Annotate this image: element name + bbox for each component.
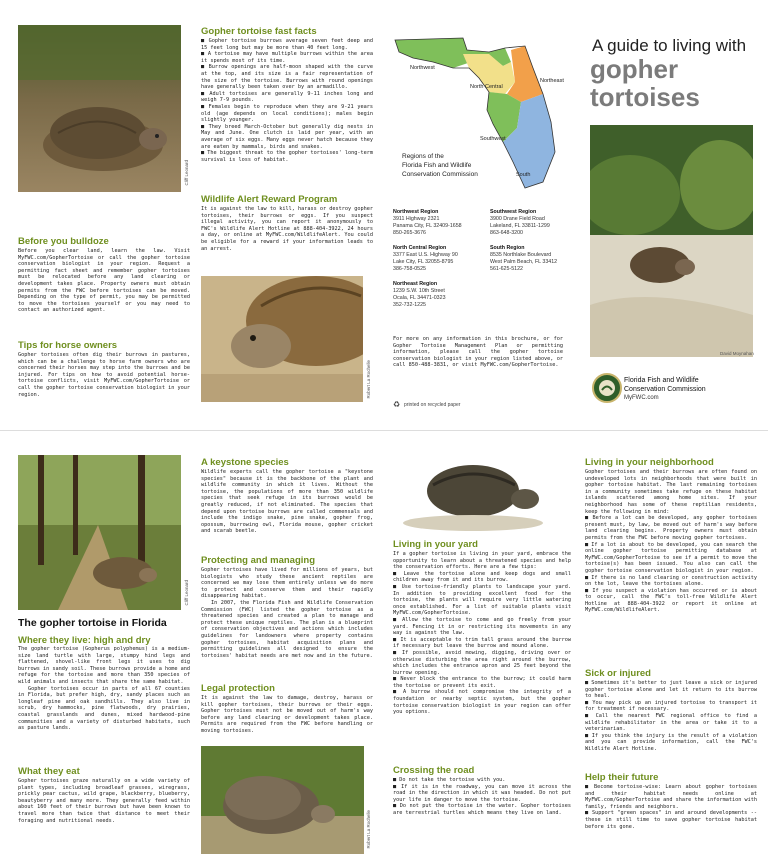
fwc-logo <box>592 373 622 403</box>
address-line: 8535 Northlake Boulevard <box>490 252 552 258</box>
map-label: Southwest <box>480 136 506 142</box>
list-item: ■ Allow the tortoise to come and go freely from your yard. Fencing it in or restricting its movements in any way is against the law. <box>393 616 571 637</box>
map-label: Northwest <box>410 65 435 71</box>
section-text <box>201 567 373 680</box>
region-name: North Central Region <box>393 245 447 251</box>
neighborhood-text <box>585 469 757 663</box>
list-item: ■ If there is no land clearing or construction activity on the lot, leave the tortoises alone. <box>585 574 757 588</box>
list-item: ■ Call the nearest FWC regional office to find a wildlife rehabilitator in the area or take it to a veterinarian. <box>585 712 757 733</box>
section-heading: Before you bulldoze <box>18 236 109 247</box>
tortoise-leaves-photo <box>18 25 181 192</box>
tortoise-head-photo <box>201 276 363 402</box>
cover-title <box>590 55 700 111</box>
section-heading: A keystone species <box>201 457 289 468</box>
paragraph: Gopher tortoises have lived for millions of years, but biologists who study these ancient reptiles are concerned we may lose them entirely unless we do more to protect and conserve them and their rapidly disappearing habitat. <box>201 567 373 600</box>
region-address <box>393 281 446 309</box>
list-item: ■ Use tortoise-friendly plants to landscape your yard. In addition to providing excellent food for the tortoise, the plants will require very little watering once established. For a list of suitable plants visit MyFWC.com/GopherTortoise. <box>393 583 571 617</box>
list-item: ■ Gopher tortoise burrows average seven feet deep and 15 feet long but may be more than 40 feet long. <box>201 38 373 51</box>
address-line: 3900 Drane Field Road <box>490 216 545 222</box>
section-text: It is against the law to damage, destroy, harass or kill gopher tortoises, their burrows or their eggs. Gopher tortoises must not be moved out of harm's way before any land clearing or development takes place. Permits are required from the FWC before handling or moving tortoises. <box>201 695 373 734</box>
tortoise-sand-photo <box>393 455 571 535</box>
section-heading: Crossing the road <box>393 765 475 776</box>
region-address <box>393 245 458 273</box>
cover-photo <box>590 125 753 357</box>
section-heading: Legal protection <box>201 683 275 694</box>
section-heading: Help their future <box>585 772 659 783</box>
section-text: It is against the law to kill, harass or destroy gopher tortoises, their burrows or eggs. If you suspect illegal activity, you can report it anonymously to FWC's Wildlife Alert Hotline at 888-404-3922, 24 hours a day, or online at MyFWC.com/WildlifeAlert. You could be eligible for a reward if your information leads to an arrest. <box>201 206 373 252</box>
address-line: Panama City, FL 32409-1658 <box>393 223 462 229</box>
section-heading: Wildlife Alert Reward Program <box>201 194 338 205</box>
address-line: Ocala, FL 34471-0323 <box>393 295 446 301</box>
list-item: ■ If you think the injury is the result of a violation and you can provide information, call the FWC's Wildlife Alert Hotline. <box>585 732 757 752</box>
fast-facts-list <box>201 38 373 190</box>
address-line: West Palm Beach, FL 33412 <box>490 259 558 265</box>
photo-credit: Robert La Rochelle <box>366 810 371 849</box>
address-line: 3911 Highway 2321 <box>393 216 440 222</box>
photo-credit: Cliff Leonard <box>184 160 189 186</box>
list-item: ■ Do not take the tortoise with you. <box>393 777 506 783</box>
map-label: Northeast <box>540 78 564 84</box>
address-line: 863-648-3200 <box>490 230 523 236</box>
list-item: ■ Burrow openings are half-moon shaped with the curve at the top, and its size is a fair representation of the size of the tortoise. Burrows with round openings have generally been taken over by an armadillo. <box>201 64 373 91</box>
list-item: ■ You may pick up an injured tortoise to transport it for treatment if necessary. <box>585 699 757 713</box>
sick-text <box>585 680 757 768</box>
caption-line: Regions of the <box>402 153 444 160</box>
section-heading: Sick or injured <box>585 668 651 679</box>
list-item: ■ Leave the tortoise alone and keep dogs and small children away from it and its burrow. <box>393 570 571 584</box>
list-item: ■ Sometimes it's better to just leave a sick or injured gopher tortoise alone and let it return to its burrow to heal. <box>585 680 757 700</box>
section-text: Wildlife experts call the gopher tortoise a "keystone species" because it is the backbone of the plant and wildlife community in which it lives. Without the tortoise, the populations of more than 350 wildlife species that seek refuge in its burrows would be greatly reduced, if not eliminated. The species that depend upon tortoise burrows are called commensals and include the indigo snake, pine snake, gopher frog, opossum, burrowing owl, Florida mouse, gopher cricket and scarab beetle. <box>201 469 373 535</box>
caption-line: Florida Fish and Wildlife <box>402 162 472 169</box>
region-address <box>393 209 462 237</box>
section-text: Gopher tortoises often dig their burrows in pastures, which can be a challenge to horse farm owners who are concerned their horses may step into the burrows and be injured. For tips on how to avoid potential horse-tortoise conflicts, visit MyFWC.com/GopherTortoise or call the gopher tortoise conservation biologist in your region. <box>18 352 190 398</box>
list-item: ■ Adult tortoises are generally 9-11 inches long and weigh 7-9 pounds. <box>201 90 373 104</box>
list-item: ■ Before a lot can be developed, any gopher tortoises present must, by law, be moved out of harm's way before land clearing begins. Property owners must obtain permits from the FWC before moving gopher tortoises. <box>585 515 757 541</box>
region-name: South Region <box>490 245 525 251</box>
recycled-note: printed on recycled paper <box>404 402 461 408</box>
section-heading: What they eat <box>18 766 80 777</box>
list-item: ■ Never block the entrance to the burrow; it could harm the tortoise or prevent its exit. <box>393 676 571 689</box>
fold-divider <box>0 430 768 431</box>
address-line: 850-265-3676 <box>393 230 426 236</box>
address-line: 561-625-5122 <box>490 266 523 272</box>
address-line: 1239 S.W. 10th Street <box>393 288 445 294</box>
yard-text <box>393 551 571 761</box>
list-item: ■ Females begin to reproduce when they are 9-21 years old (age depends on local conditions); males begin slightly younger. <box>201 103 373 124</box>
list-item: ■ If it is in the roadway, you can move it across the road in the direction in which it was headed. Do not put your life in danger to move the tortoise. <box>393 783 571 803</box>
section-heading: Tips for horse owners <box>18 340 118 351</box>
list-item: ■ They breed March-October but generally dig nests in May and June. One clutch is laid per year, with an average of six eggs. Many eggs never hatch because they are eaten by mammals, birds and snakes. <box>201 123 373 150</box>
caption-line: Conservation Commission <box>402 171 478 178</box>
region-address <box>490 209 550 237</box>
section-text <box>18 646 190 760</box>
cover-title-line1: A guide to living with <box>592 36 747 55</box>
paragraph: If a gopher tortoise is living in your yard, embrace the opportunity to learn about a threatened species and help the conservation efforts. Here are a few tips: <box>393 551 571 571</box>
paragraph: In 2007, the Florida Fish and Wildlife Conservation Commission (FWC) listed the gopher tortoise as a threatened species and created a plan to manage and protect these unique reptiles. The plan is a blueprint of conservation objectives and actions which includes guidelines for landowners where property contains gopher tortoises, habitat acquisition plans and permitting guidelines all designed to ensure the tortoises' habitat needs are met now and in the future. <box>201 599 373 659</box>
future-text <box>585 784 757 850</box>
region-name: Northwest Region <box>393 209 439 215</box>
photo-credit: Robert La Rochelle <box>366 360 371 399</box>
paragraph: Gopher tortoises and their burrows are often found on undeveloped lots in neighborhoods that were built in gopher tortoise habitat. The last remaining tortoises in a community sometimes take refuge on these habitat islands scattered among home sites. If your neighborhood has some of these reptilian residents, keep the following in mind: <box>585 469 757 515</box>
list-item: ■ Support "green spaces" in and around developments -- these in still time to save gopher tortoise habitat before its gone. <box>585 810 757 830</box>
page-title: The gopher tortoise in Florida <box>18 617 167 629</box>
region-name: Southwest Region <box>490 209 537 215</box>
cover-title-line3: tortoises <box>590 82 700 112</box>
section-heading: Gopher tortoise fast facts <box>201 26 317 37</box>
recycle-icon: ♻ <box>393 400 401 409</box>
agency-name <box>624 377 706 394</box>
region-name: Northeast Region <box>393 281 438 287</box>
map-label: South <box>516 172 531 178</box>
agency-url[interactable]: MyFWC.com <box>624 395 659 401</box>
section-heading: Where they live: high and dry <box>18 635 151 646</box>
cover-title-line2: gopher <box>590 54 679 84</box>
crossing-text <box>393 777 571 849</box>
contact-text: For more on any information in this brochure, or for Gopher Tortoise Management Plan or permitting information, please call the gopher tortoise conservation biologist in your region listed above, or call 850-488-3831, or visit MyFWC.com/GopherTortoise. <box>393 336 563 369</box>
photo-credit: David Moynahan <box>720 351 754 356</box>
address-line: 3377 East U.S. Highway 90 <box>393 252 458 258</box>
map-caption <box>402 152 478 179</box>
list-item: ■ If possible, avoid mowing, digging, driving over or otherwise disturbing the area right around the burrow, which includes the entrance apron and 25 feet beyond the burrow opening. <box>393 649 571 676</box>
agency-line: Conservation Commission <box>624 385 706 393</box>
region-address <box>490 245 557 273</box>
section-heading: Protecting and managing <box>201 555 316 566</box>
section-heading: Living in your yard <box>393 539 478 550</box>
section-heading: Living in your neighborhood <box>585 457 714 468</box>
address-line: Lake City, FL 32055-8795 <box>393 259 454 265</box>
address-line: Lakeland, FL 33811-1299 <box>490 223 550 229</box>
list-item: ■ A burrow should not compromise the integrity of a foundation or nearby septic system, but the gopher tortoise conservation biologist in your region can offer you options. <box>393 689 571 716</box>
paragraph: The gopher tortoise (Gopherus polyphemus) is a medium-size land turtle with large, stumpy hind legs and flattened, shovel-like front legs it uses to dig burrows in sandy soil. These burrows provide a home and refuge for the tortoise and more than 350 species of wild animals and insects that share the same habitat. <box>18 646 190 685</box>
map-label: North Central <box>470 84 503 90</box>
tortoise-grass-photo <box>201 746 364 854</box>
list-item: ■ Become tortoise-wise: Learn about gopher tortoises and their habitat needs online at MyFWC.com/GopherTortoise and share the information with family, friends and neighbors. <box>585 784 757 810</box>
section-text: Before you clear land, learn the law. Visit MyFWC.com/GopherTortoise or call the gopher tortoise conservation biologist in your region. Request a permitting fact sheet and remember gopher tortoises must be relocated before any land clearing or development takes place. Property owners must obtain permits from the FWC before tortoises can be moved. Depending on the type of permit, you may be permitted to move the tortoises yourself or you may need to contact an authorized agent. <box>18 248 190 314</box>
address-line: 352-732-1225 <box>393 302 426 308</box>
agency-line: Florida Fish and Wildlife <box>624 377 699 384</box>
list-item: ■ It is acceptable to trim tall grass around the burrow if necessary but leave the burrow and mound alone. <box>393 636 571 650</box>
list-item: ■ A tortoise may have multiple burrows within the area it spends most of its time. <box>201 51 373 64</box>
list-item: ■ Do not put the tortoise in the water. Gopher tortoises are terrestrial turtles which means they live on land. <box>393 803 571 816</box>
list-item: ■ The biggest threat to the gopher tortoises' long-term survival is loss of habitat. <box>201 150 373 163</box>
section-text: Gopher tortoises graze naturally on a wide variety of plant types, including broadleaf grasses, wiregrass, prickly pear cactus, wild grape, blackberry, blueberry, beautyberry and many more. They generally feed within about 160 feet of their burrows but have been known to travel more than twice that distance to meet their foraging and nutritional needs. <box>18 778 190 824</box>
forest-tortoise-photo <box>18 455 181 610</box>
paragraph: Gopher tortoises occur in parts of all 67 counties in Florida, but prefer high, dry, sandy places such as longleaf pine and oak sandhills. They also live in scrub, dry hammocks, pine flatwoods, dry prairies, coastal grasslands and dunes, mixed hardwood-pine communities and a variety of disturbed habitats, such as pasture lands. <box>18 685 190 732</box>
list-item: ■ If you suspect a violation has occurred or is about to occur, call the FWC's toll-free Wildlife Alert Hotline at 888-404-3922 or report it online at MyFWC.com/WildlifeAlert. <box>585 587 757 614</box>
list-item: ■ If a lot is about to be developed, you can search the online gopher tortoise permitting database at MyFWC.com/GopherTortoise to see if a permit to move the tortoise(s) has been issued. You also can call the gopher tortoise conservation biologist in your region. <box>585 541 757 574</box>
address-line: 386-758-0525 <box>393 266 426 272</box>
photo-credit: Cliff Leonard <box>184 580 189 606</box>
